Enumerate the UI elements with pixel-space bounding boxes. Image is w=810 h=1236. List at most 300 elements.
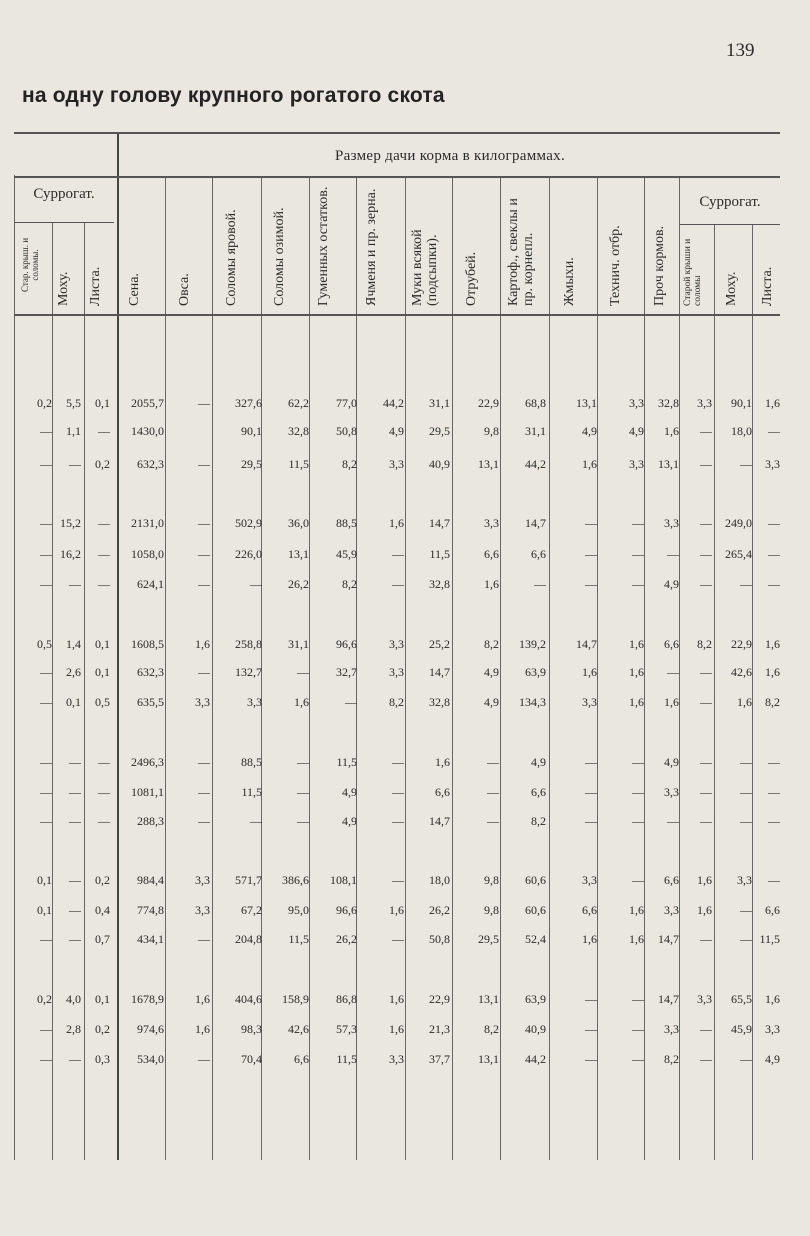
table-cell: — — [69, 1052, 81, 1066]
table-cell: — — [98, 577, 110, 591]
table-cell: — — [40, 1052, 52, 1066]
table-cell: 44,2 — [525, 457, 546, 471]
table-cell: 1,1 — [66, 424, 81, 438]
table-cell: 0,5 — [37, 637, 52, 651]
table-cell: — — [98, 814, 110, 828]
table-cell: 60,6 — [525, 903, 546, 917]
table-cell: — — [297, 785, 309, 799]
table-cell: — — [740, 457, 752, 471]
table-cell: — — [700, 695, 712, 709]
table-cell: — — [297, 755, 309, 769]
table-cell: 25,2 — [429, 637, 450, 651]
table-cell: — — [487, 755, 499, 769]
table-cell: 1608,5 — [131, 637, 164, 651]
table-cell: — — [768, 516, 780, 530]
table-cell: 26,2 — [288, 577, 309, 591]
table-cell: — — [69, 814, 81, 828]
col-header: Жмыхи. — [562, 257, 577, 306]
table-cell: 18,0 — [429, 873, 450, 887]
table-cell: 3,3 — [629, 457, 644, 471]
table-cell: 3,3 — [664, 516, 679, 530]
table-cell: — — [69, 903, 81, 917]
table-cell: — — [700, 665, 712, 679]
table-cell: 1058,0 — [131, 547, 164, 561]
table-cell: 5,5 — [66, 396, 81, 410]
table-cell: — — [740, 785, 752, 799]
table-cell: 3,3 — [247, 695, 262, 709]
table-cell: — — [700, 516, 712, 530]
table-cell: 11,5 — [288, 932, 309, 946]
table-cell: 32,7 — [336, 665, 357, 679]
table-cell: 2496,3 — [131, 755, 164, 769]
row-rule — [680, 224, 780, 225]
table-cell: 0,5 — [95, 695, 110, 709]
table-cell: — — [487, 814, 499, 828]
table-cell: 6,6 — [435, 785, 450, 799]
table-cell: 6,6 — [664, 637, 679, 651]
table-cell: — — [69, 457, 81, 471]
table-cell: 1,6 — [765, 396, 780, 410]
table-cell: 11,5 — [336, 1052, 357, 1066]
table-cell: 50,8 — [429, 932, 450, 946]
table-cell: 32,8 — [429, 577, 450, 591]
col-header: Муки всякой (подсыпки). — [410, 229, 440, 306]
table-cell: 42,6 — [288, 1022, 309, 1036]
column-rule — [52, 222, 53, 1160]
table-cell: 8,2 — [342, 457, 357, 471]
column-rule — [309, 178, 310, 1160]
table-cell: 68,8 — [525, 396, 546, 410]
table-cell: 1,6 — [765, 637, 780, 651]
column-rule — [212, 178, 213, 1160]
table-cell: 4,9 — [531, 755, 546, 769]
table-cell: 327,6 — [235, 396, 262, 410]
table-cell: — — [632, 785, 644, 799]
table-cell: — — [98, 516, 110, 530]
table-cell: 1,6 — [294, 695, 309, 709]
col-header: Листа. — [760, 266, 775, 306]
table-cell: 3,3 — [765, 1022, 780, 1036]
table-cell: — — [585, 516, 597, 530]
table-cell: — — [198, 516, 210, 530]
table-cell: 67,2 — [241, 903, 262, 917]
col-header: Соломы яровой. — [224, 209, 239, 306]
table-cell: 40,9 — [429, 457, 450, 471]
row-rule — [14, 132, 780, 134]
table-cell: 4,9 — [664, 577, 679, 591]
table-cell: 63,9 — [525, 665, 546, 679]
table-cell: 29,5 — [478, 932, 499, 946]
column-rule — [500, 178, 501, 1160]
table-cell: 0,1 — [95, 665, 110, 679]
table-cell: 635,5 — [137, 695, 164, 709]
table-cell: 502,9 — [235, 516, 262, 530]
table-cell: 3,3 — [697, 992, 712, 1006]
col-header: Моху. — [724, 271, 739, 306]
table-cell: — — [198, 755, 210, 769]
table-cell: 70,4 — [241, 1052, 262, 1066]
col-header: Проч кормов. — [652, 225, 667, 306]
column-rule — [549, 178, 550, 1160]
table-cell: 1,6 — [697, 873, 712, 887]
column-rule — [679, 178, 680, 1160]
table-cell: 3,3 — [664, 1022, 679, 1036]
table-cell: 3,3 — [697, 396, 712, 410]
column-rule — [165, 178, 166, 1160]
table-cell: 8,2 — [531, 814, 546, 828]
table-cell: 0,2 — [37, 992, 52, 1006]
table-cell: 14,7 — [658, 992, 679, 1006]
table-cell: 1,6 — [582, 932, 597, 946]
table-cell: 11,5 — [336, 755, 357, 769]
table-cell: 288,3 — [137, 814, 164, 828]
table-cell: 1,6 — [195, 992, 210, 1006]
table-cell: — — [345, 695, 357, 709]
table-cell: 1,6 — [389, 516, 404, 530]
col-header: Картоф., свеклы и пр. корнепл. — [506, 198, 536, 306]
column-rule — [117, 132, 119, 1160]
table-cell: 774,8 — [137, 903, 164, 917]
table-cell: 13,1 — [658, 457, 679, 471]
table-cell: 1,6 — [629, 932, 644, 946]
table-cell: 0,2 — [95, 457, 110, 471]
col-header: Отрубей. — [464, 251, 479, 306]
table-cell: 4,9 — [484, 695, 499, 709]
table-cell: 45,9 — [731, 1022, 752, 1036]
table-cell: — — [40, 1022, 52, 1036]
table-cell: — — [585, 755, 597, 769]
table-cell: 1,6 — [389, 903, 404, 917]
table-cell: — — [198, 665, 210, 679]
table-cell: — — [392, 755, 404, 769]
table-cell: 3,3 — [484, 516, 499, 530]
table-cell: 1,6 — [629, 903, 644, 917]
table-cell: 6,6 — [582, 903, 597, 917]
table-cell: — — [632, 755, 644, 769]
table-cell: — — [667, 665, 679, 679]
table-cell: 2131,0 — [131, 516, 164, 530]
table-cell: — — [98, 755, 110, 769]
table-cell: 37,7 — [429, 1052, 450, 1066]
table-cell: 26,2 — [336, 932, 357, 946]
table-cell: 158,9 — [282, 992, 309, 1006]
table-cell: 4,9 — [389, 424, 404, 438]
table-cell: — — [198, 814, 210, 828]
table-cell: 4,0 — [66, 992, 81, 1006]
table-cell: — — [768, 814, 780, 828]
table-cell: — — [585, 1052, 597, 1066]
left-col-header: Стар. крыш. и соломы. — [20, 237, 40, 293]
table-cell: 1,6 — [195, 1022, 210, 1036]
table-cell: 0,1 — [37, 903, 52, 917]
table-cell: 226,0 — [235, 547, 262, 561]
table-cell: — — [740, 755, 752, 769]
table-cell: 624,1 — [137, 577, 164, 591]
table-cell: — — [198, 577, 210, 591]
col-header: Соломы озимой. — [272, 207, 287, 306]
table-cell: — — [768, 785, 780, 799]
table-cell: 3,3 — [737, 873, 752, 887]
table-cell: 1,6 — [765, 992, 780, 1006]
table-cell: 632,3 — [137, 665, 164, 679]
table-cell: — — [585, 814, 597, 828]
table-cell: 22,9 — [429, 992, 450, 1006]
column-rule — [644, 178, 645, 1160]
table-cell: — — [700, 547, 712, 561]
table-cell: 4,9 — [765, 1052, 780, 1066]
table-cell: — — [740, 932, 752, 946]
table-cell: — — [198, 547, 210, 561]
table-cell: 14,7 — [429, 814, 450, 828]
table-cell: — — [768, 424, 780, 438]
table-cell: — — [297, 665, 309, 679]
table-cell: 63,9 — [525, 992, 546, 1006]
table-cell: 6,6 — [664, 873, 679, 887]
table-cell: — — [69, 577, 81, 591]
header-main: Размер дачи корма в килограммах. — [334, 148, 566, 164]
table-cell: — — [40, 785, 52, 799]
table-cell: — — [585, 992, 597, 1006]
row-rule — [14, 222, 114, 223]
table-cell: 1678,9 — [131, 992, 164, 1006]
table-cell: — — [667, 814, 679, 828]
table-cell: 265,4 — [725, 547, 752, 561]
table-cell: — — [487, 785, 499, 799]
table-cell: 6,6 — [531, 785, 546, 799]
page-number: 139 — [726, 40, 755, 61]
table-cell: 1,6 — [582, 665, 597, 679]
table-cell: 22,9 — [478, 396, 499, 410]
table-cell: — — [198, 457, 210, 471]
table-cell: — — [392, 577, 404, 591]
table-cell: 6,6 — [765, 903, 780, 917]
table-cell: — — [40, 577, 52, 591]
table-cell: 0,4 — [95, 903, 110, 917]
table-cell: 8,2 — [664, 1052, 679, 1066]
table-cell: 8,2 — [484, 1022, 499, 1036]
table-cell: 98,3 — [241, 1022, 262, 1036]
col-header: Ячменя и пр. зерна. — [364, 188, 379, 306]
table-cell: 1,6 — [435, 755, 450, 769]
table-cell: 8,2 — [765, 695, 780, 709]
table-cell: 8,2 — [342, 577, 357, 591]
table-cell: — — [768, 577, 780, 591]
col-header: Гуменных остатков. — [316, 186, 331, 306]
table-cell: 40,9 — [525, 1022, 546, 1036]
table-cell: — — [740, 577, 752, 591]
column-rule — [714, 225, 715, 1160]
table-cell: 4,9 — [342, 785, 357, 799]
table-cell: 0,2 — [95, 873, 110, 887]
table-cell: 14,7 — [429, 665, 450, 679]
table-cell: — — [632, 1052, 644, 1066]
table-cell: 4,9 — [484, 665, 499, 679]
table-cell: — — [297, 814, 309, 828]
table-cell: 0,2 — [95, 1022, 110, 1036]
table-cell: — — [585, 577, 597, 591]
table-cell: 1,6 — [389, 992, 404, 1006]
table-cell: 6,6 — [484, 547, 499, 561]
table-cell: — — [585, 1022, 597, 1036]
column-rule — [752, 225, 753, 1160]
table-cell: 404,6 — [235, 992, 262, 1006]
table-cell: — — [40, 547, 52, 561]
table-cell: 9,8 — [484, 903, 499, 917]
table-cell: 974,6 — [137, 1022, 164, 1036]
table-cell: 1,6 — [629, 665, 644, 679]
table-cell: 0,1 — [95, 992, 110, 1006]
table-cell: 45,9 — [336, 547, 357, 561]
table-cell: — — [700, 932, 712, 946]
table-cell: 13,1 — [478, 992, 499, 1006]
table-cell: — — [69, 785, 81, 799]
header-group-left: Суррогат. — [33, 186, 95, 202]
table-cell: — — [392, 873, 404, 887]
table-cell: 29,5 — [241, 457, 262, 471]
table-cell: 42,6 — [731, 665, 752, 679]
table-cell: — — [40, 457, 52, 471]
table-cell: 3,3 — [664, 785, 679, 799]
table-cell: 1430,0 — [131, 424, 164, 438]
table-cell: — — [69, 873, 81, 887]
table-cell: — — [40, 755, 52, 769]
table-cell: 22,9 — [731, 637, 752, 651]
table-cell: 1,6 — [664, 424, 679, 438]
table-cell: 8,2 — [484, 637, 499, 651]
table-cell: 3,3 — [664, 903, 679, 917]
table-cell: 534,0 — [137, 1052, 164, 1066]
table-cell: 0,2 — [37, 396, 52, 410]
table-cell: 1,6 — [195, 637, 210, 651]
table-cell: 1,4 — [66, 637, 81, 651]
column-rule — [14, 175, 15, 1160]
table-cell: 3,3 — [389, 637, 404, 651]
table-cell: 21,3 — [429, 1022, 450, 1036]
table-cell: 984,4 — [137, 873, 164, 887]
table-cell: 2,6 — [66, 665, 81, 679]
table-cell: — — [740, 814, 752, 828]
table-cell: 3,3 — [389, 457, 404, 471]
table-cell: 6,6 — [294, 1052, 309, 1066]
table-cell: 1,6 — [389, 1022, 404, 1036]
table-cell: — — [768, 547, 780, 561]
table-cell: 44,2 — [525, 1052, 546, 1066]
table-cell: — — [198, 1052, 210, 1066]
row-rule — [14, 176, 780, 178]
table-cell: — — [700, 457, 712, 471]
table-cell: 1,6 — [629, 637, 644, 651]
table-cell: 1081,1 — [131, 785, 164, 799]
table-cell: 0,1 — [37, 873, 52, 887]
table-cell: — — [700, 424, 712, 438]
table-cell: — — [392, 547, 404, 561]
table-cell: 204,8 — [235, 932, 262, 946]
table-cell: 3,3 — [389, 1052, 404, 1066]
table-cell: — — [534, 577, 546, 591]
table-cell: — — [700, 755, 712, 769]
table-cell: 13,1 — [478, 1052, 499, 1066]
table-cell: 60,6 — [525, 873, 546, 887]
table-cell: 2055,7 — [131, 396, 164, 410]
table-cell: — — [632, 577, 644, 591]
column-rule — [452, 178, 453, 1160]
table-cell: — — [768, 873, 780, 887]
table-cell: 1,6 — [582, 457, 597, 471]
table-cell: 14,7 — [429, 516, 450, 530]
table-cell: 0,1 — [66, 695, 81, 709]
table-cell: 0,1 — [95, 637, 110, 651]
table-cell: 65,5 — [731, 992, 752, 1006]
table-cell: — — [98, 547, 110, 561]
table-cell: 249,0 — [725, 516, 752, 530]
table-cell: 77,0 — [336, 396, 357, 410]
table-cell: 31,1 — [429, 396, 450, 410]
table-cell: — — [700, 1052, 712, 1066]
table-cell: 6,6 — [531, 547, 546, 561]
table-cell: 386,6 — [282, 873, 309, 887]
table-cell: 11,5 — [759, 932, 780, 946]
table-cell: 2,8 — [66, 1022, 81, 1036]
table-cell: 4,9 — [582, 424, 597, 438]
table-cell: — — [69, 932, 81, 946]
table-cell: — — [40, 814, 52, 828]
table-cell: 57,3 — [336, 1022, 357, 1036]
col-header: Технич. отбр. — [608, 225, 623, 306]
table-cell: 11,5 — [429, 547, 450, 561]
table-cell: — — [632, 547, 644, 561]
table-cell: 132,7 — [235, 665, 262, 679]
table-cell: 96,6 — [336, 637, 357, 651]
table-cell: 88,5 — [336, 516, 357, 530]
table-cell: 3,3 — [582, 873, 597, 887]
table-cell: 4,9 — [342, 814, 357, 828]
table-cell: 434,1 — [137, 932, 164, 946]
table-cell: 3,3 — [195, 695, 210, 709]
table-cell: 1,6 — [737, 695, 752, 709]
table-cell: — — [700, 785, 712, 799]
table-cell: 90,1 — [731, 396, 752, 410]
table-cell: — — [40, 424, 52, 438]
table-cell: — — [585, 547, 597, 561]
table-cell: 32,8 — [658, 396, 679, 410]
table-cell: 29,5 — [429, 424, 450, 438]
table-cell: 3,3 — [629, 396, 644, 410]
table-cell: 62,2 — [288, 396, 309, 410]
table-cell: 31,1 — [525, 424, 546, 438]
table-cell: 18,0 — [731, 424, 752, 438]
table-cell: 1,6 — [664, 695, 679, 709]
col-header: Старой крыши и соломы — [683, 238, 703, 306]
table-cell: 1,6 — [697, 903, 712, 917]
table-cell: 0,3 — [95, 1052, 110, 1066]
col-header: Сена. — [127, 273, 142, 306]
table-cell: — — [632, 516, 644, 530]
table-cell: 0,7 — [95, 932, 110, 946]
table-cell: 95,0 — [288, 903, 309, 917]
table-cell: 1,6 — [629, 695, 644, 709]
table-cell: 32,8 — [288, 424, 309, 438]
table-cell: — — [40, 932, 52, 946]
table-cell: — — [392, 814, 404, 828]
table-cell: 9,8 — [484, 424, 499, 438]
table-cell: 3,3 — [195, 873, 210, 887]
table-cell: 134,3 — [519, 695, 546, 709]
table-cell: 13,1 — [576, 396, 597, 410]
table-cell: 14,7 — [576, 637, 597, 651]
header-group-right: Суррогат. — [699, 194, 761, 210]
table-cell: — — [585, 785, 597, 799]
table-cell: 11,5 — [288, 457, 309, 471]
